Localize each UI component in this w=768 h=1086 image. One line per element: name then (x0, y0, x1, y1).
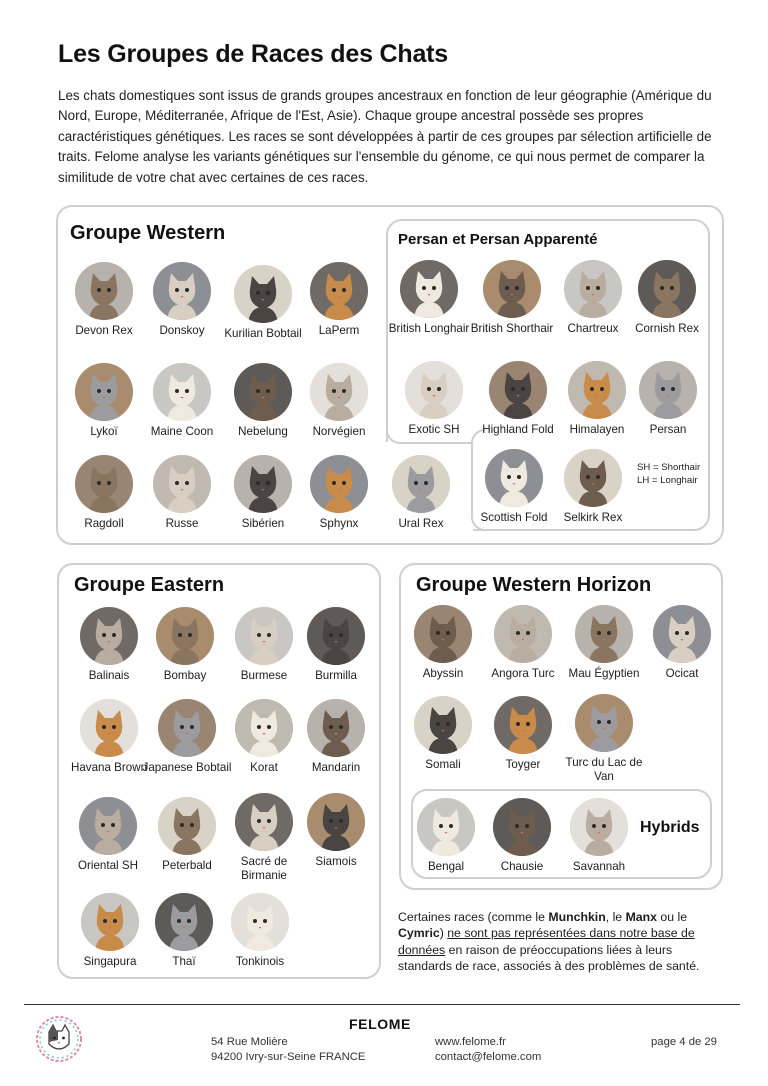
breed-photo-maine-coon (153, 363, 211, 421)
breed-photo-ragdoll (75, 455, 133, 513)
footer-address-line1: 54 Rue Molière (211, 1036, 288, 1048)
manx-label: Manx (625, 910, 657, 924)
breed-photo-scottish-fold (485, 449, 543, 507)
breed-label: Toyger (505, 758, 541, 771)
breed-photo-oriental-sh (79, 797, 137, 855)
breed-label: Highland Fold (482, 423, 554, 436)
breed-photo-havana-brown (80, 699, 138, 757)
breed-item-norvegien (293, 363, 385, 439)
breed-label: Scottish Fold (480, 511, 548, 524)
breed-label: British Longhair (388, 322, 470, 335)
breed-photo-siamois (307, 793, 365, 851)
horizon-group-title: Groupe Western Horizon (416, 574, 652, 596)
breed-photo-singapura (81, 893, 139, 951)
breed-label: Selkirk Rex (563, 511, 623, 524)
breed-exclusion-note: Certaines races (comme le Munchkin, le Manx ou le Cymric) ne sont pas représentées dans notre base de données en raison de préoccupations liées à leurs standards de race, associés à des problèmes de santé. (398, 910, 700, 974)
persan-legend (637, 461, 700, 487)
breed-label: Chausie (500, 860, 544, 873)
breed-photo-japanese-bobtail (158, 699, 216, 757)
breed-label: Ural Rex (398, 517, 444, 530)
breed-photo-somali (414, 696, 472, 754)
breed-photo-exotic-sh (405, 361, 463, 419)
breed-label: Persan (649, 423, 687, 436)
breed-label: Sibérien (241, 517, 285, 530)
breed-item-siamois (290, 793, 382, 869)
breed-photo-russe (153, 455, 211, 513)
persan-group-title: Persan et Persan Apparenté (398, 231, 598, 248)
breed-item-savannah (553, 798, 645, 874)
breed-item-turc-du-lac-de-van (558, 694, 650, 783)
breed-label: Havana Brown (70, 761, 148, 774)
breed-photo-laperm (310, 262, 368, 320)
breed-label: Lykoï (90, 425, 118, 438)
breed-label: Burmese (240, 669, 288, 682)
breed-item-selkirk-rex (547, 449, 639, 525)
breed-item-persan (622, 361, 714, 437)
breed-photo-siberien (234, 455, 292, 513)
breed-photo-angora-turc (494, 605, 552, 663)
breed-item-somali (397, 696, 489, 772)
breed-photo-bombay (156, 607, 214, 665)
footer-divider (24, 1004, 740, 1005)
breed-item-donskoy (136, 262, 228, 338)
footer-contact (435, 1035, 541, 1065)
breed-item-angora-turc (477, 605, 569, 681)
not-represented-text: ne sont pas représentées dans notre base de données (398, 926, 695, 957)
breed-label: Himalayen (569, 423, 625, 436)
page-title: Les Groupes de Races des Chats (58, 40, 448, 68)
hybrids-title: Hybrids (640, 819, 700, 836)
breed-label: Singapura (83, 955, 137, 968)
breed-label: Angora Turc (491, 667, 555, 680)
breed-item-tonkinois (214, 893, 306, 969)
breed-label: Sacré de Birmanie (240, 855, 288, 882)
cymric-label: Cymric (398, 926, 440, 941)
breed-label: British Shorthair (470, 322, 554, 335)
munchkin-label: Munchkin (548, 910, 606, 924)
breed-label: Ocicat (665, 667, 699, 680)
breed-item-sphynx (293, 455, 385, 531)
breed-photo-mandarin (307, 699, 365, 757)
breed-label: Chartreux (567, 322, 619, 335)
footer-email-link[interactable]: contact@felome.com (435, 1051, 542, 1063)
breed-label: Norvégien (312, 425, 366, 438)
breed-label: Mandarin (311, 761, 361, 774)
breed-label: Korat (250, 761, 278, 774)
breed-item-toyger (477, 696, 569, 772)
breed-label: Kurilian Bobtail (224, 327, 302, 340)
legend-sh: SH = Shorthair (637, 462, 701, 473)
breed-label: Siamois (315, 855, 357, 868)
breed-label: Bombay (163, 669, 207, 682)
breed-label: Peterbald (162, 859, 212, 872)
breed-label: Devon Rex (75, 324, 133, 337)
breed-label: Nebelung (238, 425, 288, 438)
breed-label: Oriental SH (78, 859, 138, 872)
footer-address (211, 1035, 365, 1065)
breed-photo-british-longhair (400, 260, 458, 318)
breed-photo-norvegien (310, 363, 368, 421)
breed-label: Balinais (88, 669, 130, 682)
breed-label: Tonkinois (235, 955, 285, 968)
breed-item-exotic-sh (388, 361, 480, 437)
breed-label: Ragdoll (84, 517, 124, 530)
legend-lh: LH = Longhair (637, 475, 698, 486)
breed-photo-british-shorthair (483, 260, 541, 318)
breed-label: Thaï (172, 955, 196, 968)
breed-label: Donskoy (159, 324, 205, 337)
breed-item-british-longhair (383, 260, 475, 336)
western-group-title: Groupe Western (70, 222, 226, 244)
breed-item-mandarin (290, 699, 382, 775)
breed-item-abyssin (397, 605, 489, 681)
breed-label: LaPerm (318, 324, 360, 337)
breed-photo-kurilian-bobtail (234, 265, 292, 323)
breed-photo-savannah (570, 798, 628, 856)
breed-label: Maine Coon (150, 425, 214, 438)
breed-photo-burmese (235, 607, 293, 665)
breed-photo-himalayen (568, 361, 626, 419)
breed-label: Exotic SH (408, 423, 460, 436)
footer-address-line2: 94200 Ivry-sur-Seine FRANCE (211, 1051, 366, 1063)
breed-item-russe (136, 455, 228, 531)
breed-photo-persan (639, 361, 697, 419)
breed-photo-highland-fold (489, 361, 547, 419)
breed-photo-lykoi (75, 363, 133, 421)
footer-brand: FELOME (349, 1016, 411, 1032)
felome-logo-icon (34, 1014, 84, 1064)
breed-photo-sphynx (310, 455, 368, 513)
breed-label: Turc du Lac de Van (565, 756, 643, 783)
breed-photo-turc-du-lac-de-van (575, 694, 633, 752)
breed-item-ural-rex (375, 455, 467, 531)
breed-photo-devon-rex (75, 262, 133, 320)
footer-page-number: page 4 de 29 (651, 1036, 717, 1048)
breed-photo-chartreux (564, 260, 622, 318)
breed-photo-chausie (493, 798, 551, 856)
breed-photo-sacre-de-birmanie (235, 793, 293, 851)
breed-photo-balinais (80, 607, 138, 665)
breed-label: Russe (165, 517, 199, 530)
breed-photo-nebelung (234, 363, 292, 421)
breed-photo-mau-egyptien (575, 605, 633, 663)
breed-item-british-shorthair (466, 260, 558, 336)
breed-photo-abyssin (414, 605, 472, 663)
breed-item-maine-coon (136, 363, 228, 439)
breed-label: Sphynx (319, 517, 359, 530)
breed-photo-ural-rex (392, 455, 450, 513)
breed-item-ocicat (636, 605, 728, 681)
breed-label: Abyssin (422, 667, 464, 680)
breed-item-burmilla (290, 607, 382, 683)
footer-website-link[interactable]: www.felome.fr (435, 1036, 506, 1048)
breed-photo-cornish-rex (638, 260, 696, 318)
breed-photo-thai (155, 893, 213, 951)
breed-photo-korat (235, 699, 293, 757)
breed-photo-peterbald (158, 797, 216, 855)
breed-photo-bengal (417, 798, 475, 856)
breed-photo-selkirk-rex (564, 449, 622, 507)
breed-item-cornish-rex (621, 260, 713, 336)
breed-item-laperm (293, 262, 385, 338)
breed-label: Savannah (572, 860, 626, 873)
breed-label: Bengal (427, 860, 465, 873)
breed-label: Japanese Bobtail (142, 761, 232, 774)
breed-label: Mau Égyptien (568, 667, 640, 680)
intro-paragraph: Les chats domestiques sont issus de grands groupes ancestraux en fonction de leur géographie (Amérique du Nord, Europe, Méditerranée, Afrique de l'Est, Asie). Chaque groupe ancestral possède ses propres caractéristiques génétiques. Les races se sont développées à partir de ces groupes par sélection artificielle de traits. Felome analyse les variants génétiques sur l'ensemble du génome, ce qui nous permet de comparer la similitude de votre chat avec certaines de ces races. (58, 88, 712, 185)
eastern-group-title: Groupe Eastern (74, 574, 225, 596)
breed-label: Somali (425, 758, 461, 771)
breed-photo-ocicat (653, 605, 711, 663)
breed-photo-toyger (494, 696, 552, 754)
breed-photo-donskoy (153, 262, 211, 320)
breed-label: Burmilla (315, 669, 357, 682)
breed-photo-tonkinois (231, 893, 289, 951)
breed-photo-burmilla (307, 607, 365, 665)
breed-label: Cornish Rex (635, 322, 699, 335)
